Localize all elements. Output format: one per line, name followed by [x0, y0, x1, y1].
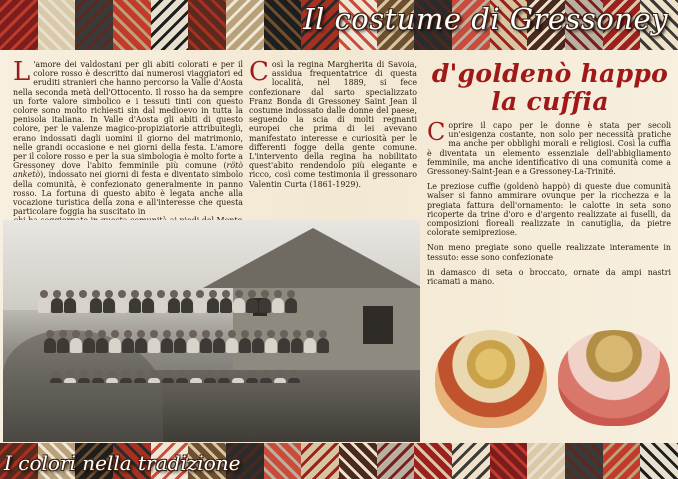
- photo-person: [155, 298, 167, 313]
- photo-person-head: [189, 330, 197, 338]
- intro-text-continued: ), indossato nei giorni di festa e diventato simbolo della comunità, è confezionato generalmente in panno rosso. La fortuna di questo abito è legata anche alla vocazione turistica della zona e all'interesse che questa particolare foggia ha suscitato in: [13, 170, 243, 217]
- intro-column: [13, 57, 243, 235]
- photo-person-head: [92, 290, 100, 298]
- photo-person-head: [241, 330, 249, 338]
- fabric-tile: [0, 0, 38, 50]
- photo-person: [161, 338, 173, 353]
- photo-person: [134, 378, 146, 383]
- photo-person-head: [287, 290, 295, 298]
- photo-person-head: [170, 290, 178, 298]
- photo-person-head: [157, 290, 165, 298]
- photo-person-head: [267, 330, 275, 338]
- fabric-tile: [264, 0, 302, 50]
- photo-person-head: [137, 330, 145, 338]
- photo-person-head: [248, 290, 256, 298]
- fabric-tile: [301, 443, 339, 479]
- photo-person: [135, 338, 147, 353]
- photo-person: [103, 298, 115, 313]
- photo-person: [291, 338, 303, 353]
- photo-person: [181, 298, 193, 313]
- photo-person-head: [124, 330, 132, 338]
- fabric-tile: [264, 443, 302, 479]
- photo-person-head: [66, 370, 74, 378]
- photo-person-head: [306, 330, 314, 338]
- photo-person: [51, 298, 63, 313]
- photo-person: [77, 298, 89, 313]
- photo-person-head: [274, 290, 282, 298]
- photo-person: [142, 298, 154, 313]
- photo-person: [246, 298, 258, 313]
- photo-person-head: [220, 370, 228, 378]
- photo-person-head: [150, 370, 158, 378]
- fabric-tile: [113, 0, 151, 50]
- photo-person-head: [319, 330, 327, 338]
- photo-person: [260, 378, 272, 383]
- gold-lace-cap-image: [435, 330, 547, 428]
- fabric-tile: [640, 443, 678, 479]
- photo-person-head: [183, 290, 191, 298]
- photo-person-head: [163, 330, 171, 338]
- photo-person-head: [136, 370, 144, 378]
- fabric-tile: [339, 443, 377, 479]
- fabric-tile: [527, 443, 565, 479]
- photo-person-head: [209, 290, 217, 298]
- photo-person-head: [248, 370, 256, 378]
- photo-person-head: [261, 290, 269, 298]
- photo-person: [288, 378, 300, 383]
- fabric-tile: [188, 0, 226, 50]
- dress-name: rötò ankeṫò: [13, 161, 243, 180]
- photo-person-head: [164, 370, 172, 378]
- photo-person-head: [276, 370, 284, 378]
- photo-person: [64, 378, 76, 383]
- cuffia-column: [427, 118, 671, 292]
- footer-caption: I colori nella tradizione: [4, 451, 241, 475]
- photo-person-head: [98, 330, 106, 338]
- cuffia-para-4: in damasco di seta o broccato, ornate da ampi nastri ricamati a mano.: [427, 267, 671, 287]
- intro-text: 'amore dei valdostani per gli abiti colorati e per il colore rosso è descritto dai numerosi viaggiatori ed eruditi stranieri che hanno percorso la Valle d'Aosta nella seconda metà dell'Ottocento. Il rosso ha da sempre un forte valore simbolico e i tessuti tinti con questo colore sono molto richiesti sin dal medioevo in tutta la penisola italiana. In Valle d'Aosta gli abiti di questo colore, per le valenze magico-propiziatorie attribuitegli, erano indossati dagli uomini il giorno del matrimonio, nelle grandi occasione e nei giorni della festa. L'amore per il colore rosso e per la sua simbologia è molto forte a Gressoney dove l'abito femminile più comune (: [13, 60, 243, 171]
- photo-person: [265, 338, 277, 353]
- photo-person: [44, 338, 56, 353]
- photo-person-head: [192, 370, 200, 378]
- photo-person: [259, 298, 271, 313]
- photo-person: [207, 298, 219, 313]
- photo-person: [106, 378, 118, 383]
- photo-person-head: [105, 290, 113, 298]
- photo-person: [120, 378, 132, 383]
- photo-person-head: [122, 370, 130, 378]
- queen-column: [249, 57, 417, 189]
- photo-person: [252, 338, 264, 353]
- photo-person: [174, 338, 186, 353]
- photo-person-head: [215, 330, 223, 338]
- photo-person: [70, 338, 82, 353]
- photo-person-head: [280, 330, 288, 338]
- fabric-tile: [377, 443, 415, 479]
- photo-person-head: [40, 290, 48, 298]
- cuffia-heading: [427, 60, 673, 116]
- photo-person: [274, 378, 286, 383]
- photo-person-head: [59, 330, 67, 338]
- photo-person-head: [144, 290, 152, 298]
- photo-person: [78, 378, 90, 383]
- photo-person-head: [66, 290, 74, 298]
- page-title: Il costume di Gressoney: [303, 2, 668, 36]
- photo-person: [304, 338, 316, 353]
- photo-person-head: [94, 370, 102, 378]
- photo-person-head: [202, 330, 210, 338]
- photo-person: [187, 338, 199, 353]
- photo-person: [239, 338, 251, 353]
- photo-person-head: [290, 370, 298, 378]
- cuffia-para-1: oprire il capo per le donne è stata per secoli un'esigenza costante, non solo per necessità pratiche ma anche per obblighi morali e religiosi. Così la cuffia è diventata un elemento essenziale dell'abbigliamento femminile, ma anche identificativo di una comunità come a Gressoney-Saint-Jean e a Gressoney-La-Trinité.: [427, 121, 671, 177]
- photo-person-head: [196, 290, 204, 298]
- fabric-tile: [603, 443, 641, 479]
- photo-person: [190, 378, 202, 383]
- photo-person: [148, 338, 160, 353]
- photo-person: [200, 338, 212, 353]
- photo-person-head: [176, 330, 184, 338]
- photo-person: [57, 338, 69, 353]
- photo-person: [226, 338, 238, 353]
- photo-person: [122, 338, 134, 353]
- photo-person-head: [235, 290, 243, 298]
- photo-person: [96, 338, 108, 353]
- fabric-tile: [414, 443, 452, 479]
- queen-text: osì la regina Margherita di Savoia, assidua frequentatrice di questa località, nel 1889, si fece confezionare dal sarto specializzato Franz Bonda di Gressoney Saint Jean il costume indossato dalle donne del paese, seguendo la scia di molti regnanti europei che prima di lei avevano manifestato interesse e curiosità per le differenti fogge della gente comune. L'intervento della regina ha nobilitato quest'abito rendendolo più elegante e ricco, così come testimonia il gressonaro Valentin Curta (1861-1929).: [249, 60, 417, 189]
- photo-person-head: [79, 290, 87, 298]
- photo-person-head: [234, 370, 242, 378]
- photo-person: [218, 378, 230, 383]
- photo-person-head: [131, 290, 139, 298]
- photo-person-head: [52, 370, 60, 378]
- photo-person: [162, 378, 174, 383]
- photo-person: [232, 378, 244, 383]
- photo-person: [194, 298, 206, 313]
- photo-person: [38, 298, 50, 313]
- photo-person-head: [293, 330, 301, 338]
- photo-roof: [203, 228, 420, 288]
- photo-person-head: [111, 330, 119, 338]
- photo-person-head: [222, 290, 230, 298]
- photo-person: [285, 298, 297, 313]
- photo-person: [64, 298, 76, 313]
- photo-person-head: [118, 290, 126, 298]
- photo-person-head: [178, 370, 186, 378]
- fabric-tile: [226, 0, 264, 50]
- photo-person: [148, 378, 160, 383]
- cuffia-para-2: Le preziose cuffie (goldenò happò) di queste due comunità walser si fanno ammirare ovunque per la ricchezza e la pregiata fattura dell'ornamento: le calotte in seta sono ricoperte da trine d'oro e d'argento realizzate ai fuselli, da composizioni floreali realizzate in canutiglia, da pietre colorate semipreziose.: [427, 182, 671, 238]
- photo-person: [246, 378, 258, 383]
- photo-person-head: [72, 330, 80, 338]
- photo-person: [233, 298, 245, 313]
- fabric-tile: [565, 443, 603, 479]
- fabric-tile: [490, 443, 528, 479]
- pink-silk-cap-image: [558, 330, 670, 426]
- photo-person: [278, 338, 290, 353]
- fabric-tile: [75, 0, 113, 50]
- photo-person: [168, 298, 180, 313]
- heading-line-2: la cuffia: [491, 87, 609, 116]
- photo-person-head: [228, 330, 236, 338]
- fabric-tile: [38, 0, 76, 50]
- fabric-tile: [151, 0, 189, 50]
- photo-person: [317, 338, 329, 353]
- dropcap-l: L: [13, 57, 31, 87]
- fabric-tile: [452, 443, 490, 479]
- photo-person: [220, 298, 232, 313]
- photo-person: [90, 298, 102, 313]
- photo-person-head: [254, 330, 262, 338]
- photo-person-head: [206, 370, 214, 378]
- photo-person-head: [80, 370, 88, 378]
- photo-person: [109, 338, 121, 353]
- dropcap-c2: C: [427, 118, 446, 146]
- photo-person: [176, 378, 188, 383]
- dropcap-c: C: [249, 57, 269, 87]
- photo-person-head: [150, 330, 158, 338]
- photo-person: [116, 298, 128, 313]
- heading-line-1: d'goldenò happo: [431, 59, 669, 88]
- cuffia-para-3: Non meno pregiate sono quelle realizzate interamente in tessuto: esse sono confezionate: [427, 243, 671, 262]
- photo-person: [129, 298, 141, 313]
- photo-person-head: [85, 330, 93, 338]
- photo-window: [363, 306, 393, 344]
- photo-person: [50, 378, 62, 383]
- photo-person: [83, 338, 95, 353]
- photo-person-head: [46, 330, 54, 338]
- photo-person-head: [262, 370, 270, 378]
- photo-person: [92, 378, 104, 383]
- photo-person: [272, 298, 284, 313]
- photo-person-head: [53, 290, 61, 298]
- photo-person: [213, 338, 225, 353]
- photo-person-head: [108, 370, 116, 378]
- photo-person: [204, 378, 216, 383]
- historic-group-photo: [3, 220, 420, 442]
